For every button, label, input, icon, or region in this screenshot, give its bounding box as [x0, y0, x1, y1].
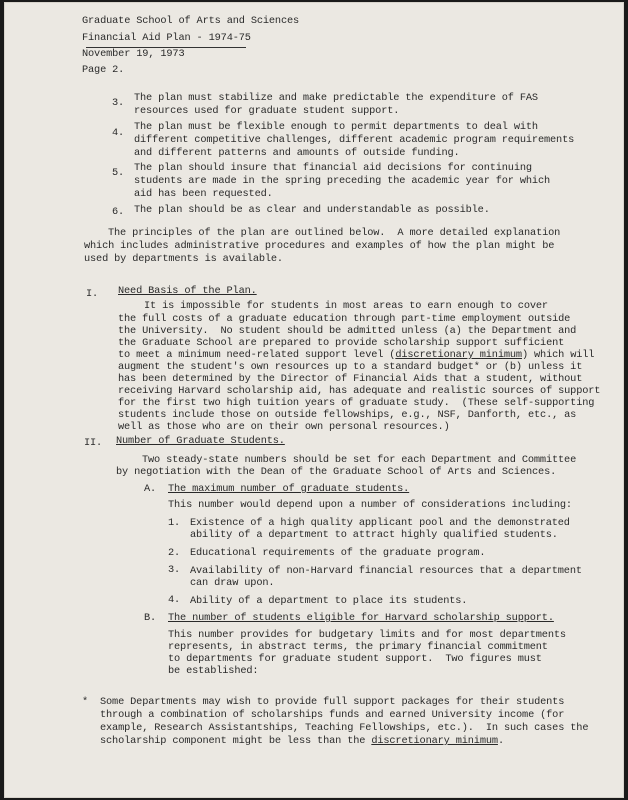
subsection-text: represents, in abstract terms, the primary financial commitment [168, 641, 548, 653]
subsection-label: A. [144, 483, 157, 495]
section1-body: well as those who are on their own personal resources.) [118, 421, 450, 433]
list-number: 4. [168, 594, 181, 606]
footnote-text: through a combination of scholarships funds and earned University income (for [100, 709, 565, 721]
section1-body: for the first two high tuition years of graduate study. (These self-supporting [118, 397, 595, 409]
section1-body: receiving Harvard scholarship aid, has adequate and realistic sources of support [118, 385, 601, 397]
section1-body: students include those on outside fellowships, e.g., NSF, Danforth, etc., as [118, 409, 577, 421]
document-page [4, 2, 624, 798]
section1-body: the Graduate School are prepared to provide scholarship support sufficient [118, 337, 565, 349]
item-text: The plan should be as clear and understandable as possible. [134, 204, 490, 216]
item-text: The plan must be flexible enough to permit departments to deal with [134, 121, 538, 133]
header-school: Graduate School of Arts and Sciences [82, 15, 300, 27]
discretionary-minimum-term: discretionary minimum [395, 349, 522, 361]
section1-body: the full costs of a graduate education through part-time employment outside [118, 313, 571, 325]
subsection-text: This number provides for budgetary limits and for most departments [168, 629, 566, 641]
section1-body: It is impossible for students in most areas to earn enough to cover [144, 300, 548, 312]
subsection-text: be established: [168, 665, 259, 677]
footnote-text [100, 735, 504, 747]
footnote-text: example, Research Assistantships, Teaching Fellowships, etc.). In such cases the [100, 722, 589, 734]
section1-body: has been determined by the Director of Financial Aids that a student, without [118, 373, 583, 385]
item-number: 4. [112, 127, 125, 139]
list-text: ability of a department to attract highly qualified students. [190, 529, 558, 541]
footnote-text: Some Departments may wish to provide full support packages for their students [100, 696, 565, 708]
subsection-label: B. [144, 612, 157, 624]
subsection-heading: The maximum number of graduate students. [168, 483, 410, 495]
subsection-text: This number would depend upon a number of considerations including: [168, 499, 572, 511]
list-text: Availability of non-Harvard financial resources that a department [190, 565, 582, 577]
section-heading: Need Basis of the Plan. [118, 285, 257, 297]
item-text: students are made in the spring preceding the academic year for which [134, 175, 551, 187]
section1-body: the University. No student should be admitted unless (a) the Department and [118, 325, 577, 337]
principles-text: which includes administrative procedures and examples of how the plan might be [84, 240, 555, 252]
header-plan-title: Financial Aid Plan - 1974-75 [82, 32, 251, 44]
item-text: and different patterns and amounts of outside funding. [134, 147, 460, 159]
subsection-heading: The number of students eligible for Harvard scholarship support. [168, 612, 554, 624]
list-text: Ability of a department to place its students. [190, 595, 468, 607]
discretionary-minimum-term: discretionary minimum [371, 735, 498, 747]
list-text: can draw upon. [190, 577, 275, 589]
item-text: resources used for graduate student support. [134, 105, 400, 117]
item-text: aid has been requested. [134, 188, 273, 200]
section-heading: Number of Graduate Students. [116, 435, 285, 447]
item-number: 3. [112, 97, 125, 109]
footnote-line: scholarship component might be less than the [100, 735, 372, 747]
section1-body [118, 349, 594, 361]
principles-text: used by departments is available. [84, 253, 283, 265]
item-text: The plan must stabilize and make predictable the expenditure of FAS [134, 92, 538, 104]
item-text: The plan should insure that financial aid decisions for continuing [134, 162, 532, 174]
section2-intro: by negotiation with the Dean of the Graduate School of Arts and Sciences. [116, 466, 557, 478]
item-text: different competitive challenges, different academic program requirements [134, 134, 575, 146]
header-date: November 19, 1973 [82, 48, 185, 60]
list-text: Existence of a high quality applicant pool and the demonstrated [190, 517, 570, 529]
section1-text: ) which will [521, 349, 595, 361]
footnote-mark: * [82, 696, 89, 708]
subsection-text: to departments for graduate student support. Two figures must [168, 653, 542, 665]
item-number: 6. [112, 206, 125, 218]
principles-text: The principles of the plan are outlined below. A more detailed explanation [108, 227, 561, 239]
list-number: 3. [168, 564, 181, 576]
list-number: 1. [168, 517, 181, 529]
list-text: Educational requirements of the graduate program. [190, 547, 486, 559]
section2-intro: Two steady-state numbers should be set for each Department and Committee [142, 454, 577, 466]
section1-text: to meet a minimum need-related support level ( [118, 349, 396, 361]
item-number: 5. [112, 167, 125, 179]
section-number: I. [86, 288, 99, 300]
section1-body: augment the student's own resources up to a standard budget* or (b) unless it [118, 361, 583, 373]
header-page: Page 2. [82, 64, 125, 76]
section-number: II. [84, 437, 103, 449]
list-number: 2. [168, 547, 181, 559]
footnote-line: . [497, 735, 504, 747]
